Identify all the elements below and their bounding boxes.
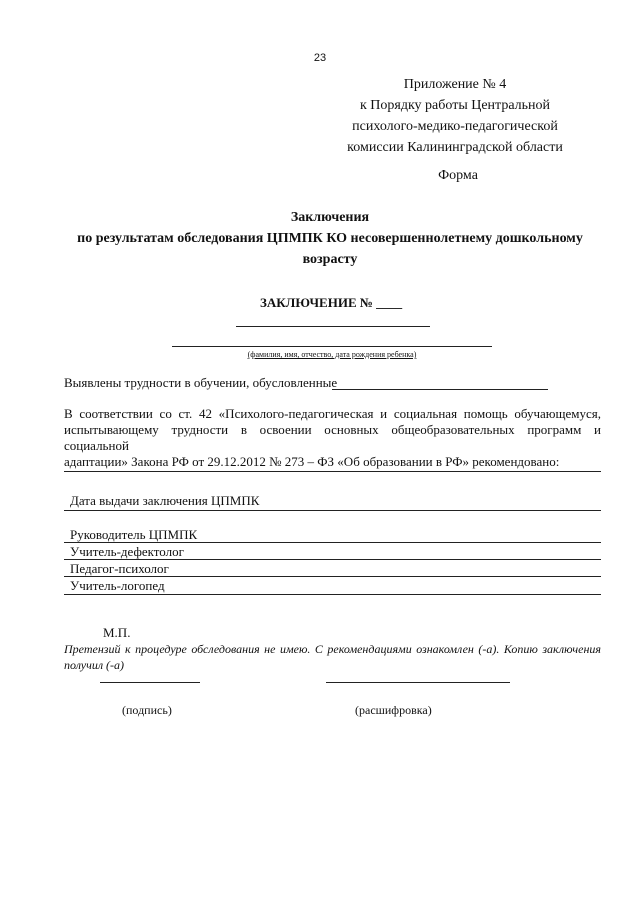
child-name-line <box>172 346 492 347</box>
consent-line: получил (-а) <box>64 658 125 672</box>
title-line: по результатам обследования ЦПМПК КО несовершеннолетнему дошкольному <box>77 231 583 246</box>
signatory-line <box>64 542 601 543</box>
appendix-line: Приложение № 4 <box>403 77 507 92</box>
difficulties-line <box>332 389 548 390</box>
signatory-psychologist: Педагог-психолог <box>70 561 169 576</box>
signatory-defectologist: Учитель-дефектолог <box>70 544 184 559</box>
consent-line: Претензий к процедуре обследования не имею. С рекомендациями ознакомлен (-а). Копию заключения <box>64 642 601 656</box>
difficulties-label: Выявлены трудности в обучении, обусловленные <box>64 375 338 390</box>
issue-date-label: Дата выдачи заключения ЦПМПК <box>70 493 260 508</box>
appendix-header <box>340 74 570 158</box>
appendix-line: психолого-медико-педагогической <box>352 119 558 134</box>
recommendation-paragraph <box>64 406 601 470</box>
recommendation-line <box>64 471 601 472</box>
stamp-label: М.П. <box>103 625 131 640</box>
page-number: 23 <box>313 52 327 64</box>
title-line: Заключения <box>290 210 370 225</box>
signatory-line <box>64 576 601 577</box>
paragraph-line: испытывающему трудности в освоении основных общеобразовательных программ и социальной <box>64 422 601 453</box>
child-caption: (фамилия, имя, отчество, дата рождения ребенка) <box>247 350 417 359</box>
title-line: возрасту <box>302 252 358 267</box>
signatory-speech-therapist: Учитель-логопед <box>70 578 165 593</box>
signatory-line <box>64 594 601 595</box>
signature-line <box>100 682 200 683</box>
appendix-line: к Порядку работы Центральной <box>359 98 551 113</box>
paragraph-line: В соответствии со ст. 42 «Психолого-педагогическая и социальная помощь обучающемуся, <box>64 406 601 421</box>
signatory-line <box>64 559 601 560</box>
conclusion-number: ЗАКЛЮЧЕНИЕ № ____ <box>260 295 403 310</box>
signatory-head: Руководитель ЦПМПК <box>70 527 198 542</box>
appendix-line: комиссии Калининградской области <box>347 140 563 155</box>
paragraph-line: адаптации» Закона РФ от 29.12.2012 № 273 – ФЗ «Об образовании в РФ» рекомендовано: <box>64 454 560 469</box>
blank-line <box>236 326 430 327</box>
consent-statement <box>64 641 601 673</box>
decoding-line <box>326 682 510 683</box>
form-label: Форма <box>438 168 478 183</box>
document-title <box>20 207 640 270</box>
decoding-caption: (расшифровка) <box>355 703 432 717</box>
signature-caption: (подпись) <box>122 703 172 717</box>
issue-date-line <box>64 510 601 511</box>
